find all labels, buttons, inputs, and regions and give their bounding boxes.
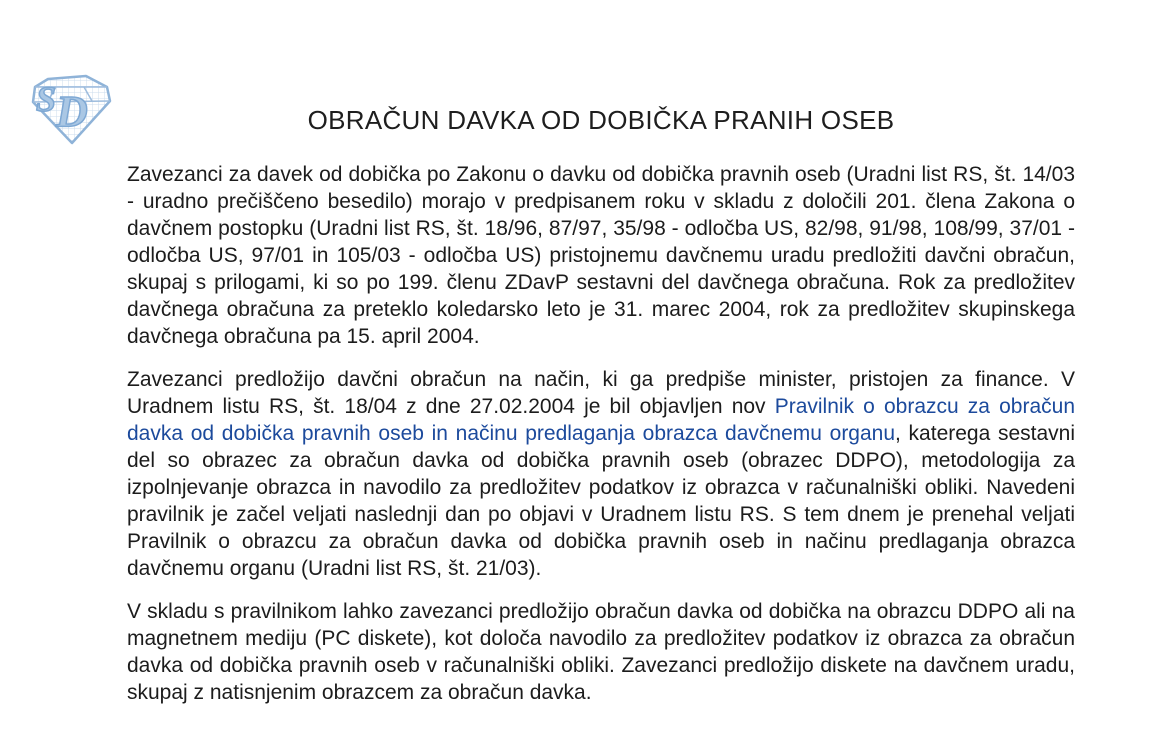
- svg-text:S: S: [36, 79, 57, 119]
- article-body: [127, 161, 1075, 706]
- svg-text:D: D: [56, 87, 88, 136]
- company-logo: [26, 74, 114, 146]
- sd-diamond-icon: [26, 74, 114, 146]
- paragraph-deadlines: [127, 161, 1075, 350]
- paragraph-submission: [127, 598, 1075, 706]
- paragraph-text: , katerega sestavni del so obrazec za obračun davka od dobička pravnih oseb (obrazec DDPO), metodologija za izpolnjevanje obrazca in navodilo za predložitev podatkov iz obrazca v računalniški obliki. Navedeni pravilnik je začel veljati naslednji dan po objavi v Uradnem listu RS. S tem dnem je prenehal veljati Pravilnik o obrazcu za obračun davka od dobička pravnih oseb in načinu predlaganja obrazca davčnemu organu (Uradni list RS, št. 21/03).: [127, 422, 1075, 580]
- paragraph-pravilnik: [127, 366, 1075, 582]
- paragraph-text: Zavezanci predložijo davčni obračun na način, ki ga predpiše minister, pristojen za finance. V Uradnem listu RS, št. 18/04 z dne 27.02.2004 je bil objavljen nov: [127, 368, 1075, 418]
- page-title: OBRAČUN DAVKA OD DOBIČKA PRANIH OSEB: [307, 105, 895, 135]
- paragraph-text: V skladu s pravilnikom lahko zavezanci predložijo obračun davka od dobička na obrazcu DDPO ali na magnetnem mediju (PC diskete), kot določa navodilo za predložitev podatkov iz obrazca za obračun davka od dobička pravnih oseb v računalniški obliki. Zavezanci predložijo diskete na davčnem uradu, skupaj z natisnjenim obrazcem za obračun davka.: [127, 600, 1075, 704]
- paragraph-text: Zavezanci za davek od dobička po Zakonu o davku od dobička pravnih oseb (Uradni list RS, št. 14/03 - uradno prečiščeno besedilo) morajo v predpisanem roku v skladu z določili 201. člena Zakona o davčnem postopku (Uradni list RS, št. 18/96, 87/97, 35/98 - odločba US, 82/98, 91/98, 108/99, 37/01 - odločba US, 97/01 in 105/03 - odločba US) pristojnemu davčnemu uradu predložiti davčni obračun, skupaj s prilogami, ki so po 199. členu ZDavP sestavni del davčnega obračuna. Rok za predložitev davčnega obračuna za preteklo koledarsko leto je 31. marec 2004, rok za predložitev skupinskega davčnega obračuna pa 15. april 2004.: [127, 163, 1075, 348]
- pravilnik-link[interactable]: Pravilnik o obrazcu za obračun davka od dobička pravnih oseb in načinu predlaganja obrazca davčnemu organu: [127, 395, 1075, 445]
